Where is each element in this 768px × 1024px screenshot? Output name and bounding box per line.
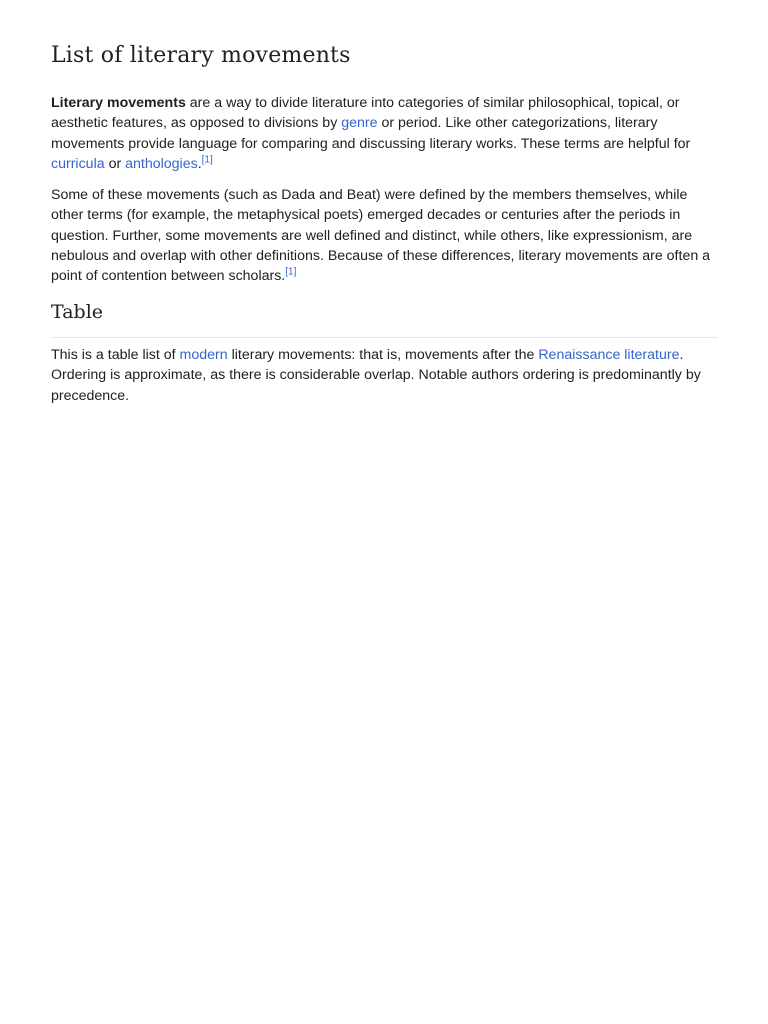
link-anthologies[interactable]: anthologies (125, 155, 198, 172)
reference-1 (202, 154, 213, 165)
page-title: List of literary movements (51, 43, 351, 68)
link-renaissance-literature[interactable]: Renaissance literature (538, 347, 680, 363)
intro-paragraph (51, 93, 718, 174)
second-paragraph (51, 185, 718, 286)
link-modern[interactable]: modern (179, 347, 228, 363)
intro-text-3: or (104, 155, 126, 172)
section-text-3: . Ordering is approximate, as there is considerable overlap. Notable authors ordering is predominantly by precedence. (51, 347, 701, 404)
reference-2 (285, 267, 296, 278)
section-heading-table: Table (51, 301, 104, 323)
section-divider (51, 337, 718, 338)
link-curricula[interactable]: curricula (51, 155, 105, 172)
section-text-1: This is a table list of (51, 347, 180, 363)
article-intro (51, 93, 718, 287)
section-text-2: literary movements: that is, movements after the (227, 347, 539, 363)
table-section-body (51, 345, 718, 406)
link-genre[interactable]: genre (341, 115, 378, 132)
intro-text-4: . (197, 155, 202, 172)
second-paragraph-text: Some of these movements (such as Dada and Beat) were defined by the members themselves, while other terms (for example, the metaphysical poets) emerged decades or centuries after the periods in question. Further, some movements are well defined and distinct, while others, like expressionism, are nebulous and overlap with other definitions. Because of these differences, literary movements are often a point of contention between scholars. (51, 187, 711, 285)
table-section-paragraph (51, 345, 718, 406)
intro-text-1: are a way to divide literature into categories of similar philosophical, topical, or aesthetic features, as opposed to divisions by (51, 95, 680, 132)
reference-link-1[interactable]: [1] (201, 154, 213, 166)
reference-link-2[interactable]: [1] (285, 266, 297, 278)
intro-text-2: or period. Like other categorizations, literary movements provide language for comparing and discussing literary works. These terms are helpful for (51, 115, 691, 152)
bold-term: Literary movements (51, 95, 186, 111)
